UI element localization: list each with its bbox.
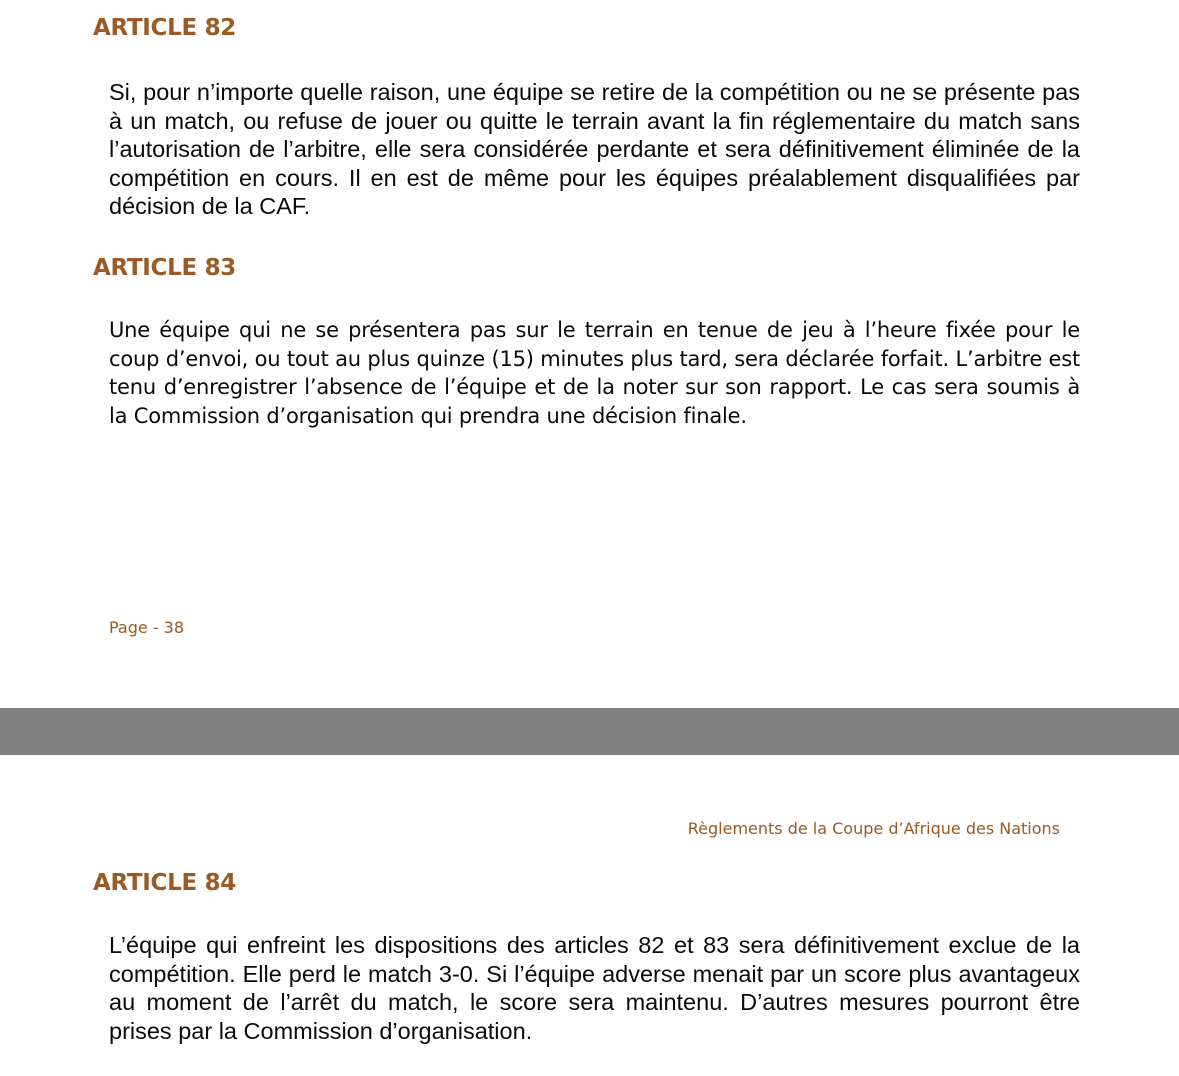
article-83-heading: ARTICLE 83 <box>93 255 236 281</box>
article-84-heading: ARTICLE 84 <box>93 870 236 896</box>
page-number: Page - 38 <box>109 618 185 637</box>
article-82-heading: ARTICLE 82 <box>93 15 236 41</box>
article-83-text: Une équipe qui ne se présentera pas sur le terrain en tenue de jeu à l’heure fixée pour le coup d’envoi, ou tout au plus quinze (15) minutes plus tard, sera déclarée forfait. L’arbitre est tenu d’enregistrer l’absence de l’équipe et de la noter sur son rapport. Le cas sera soumis à la Commission d’organisation qui prendra une décision finale. <box>109 318 1081 428</box>
article-82-text: Si, pour n’importe quelle raison, une équipe se retire de la compétition ou ne se présente pas à un match, ou refuse de jouer ou quitte le terrain avant la fin réglementaire du match sans l’autorisation de l’arbitre, elle sera considérée perdante et sera définitivement éliminée de la compétition en cours. Il en est de même pour les équipes préalablement disqualifiées par décision de la CAF. <box>109 79 1080 219</box>
article-84-text: L’équipe qui enfreint les dispositions des articles 82 et 83 sera définitivement exclue de la compétition. Elle perd le match 3-0. Si l’équipe adverse menait par un score plus avantageux au moment de l’arrêt du match, le score sera maintenu. D’autres mesures pourront être prises par la Commission d’organisation. <box>109 932 1080 1044</box>
page-separator <box>0 708 1179 755</box>
document-page-39 <box>0 755 1179 1076</box>
running-header: Règlements de la Coupe d’Afrique des Nations <box>687 819 1060 838</box>
